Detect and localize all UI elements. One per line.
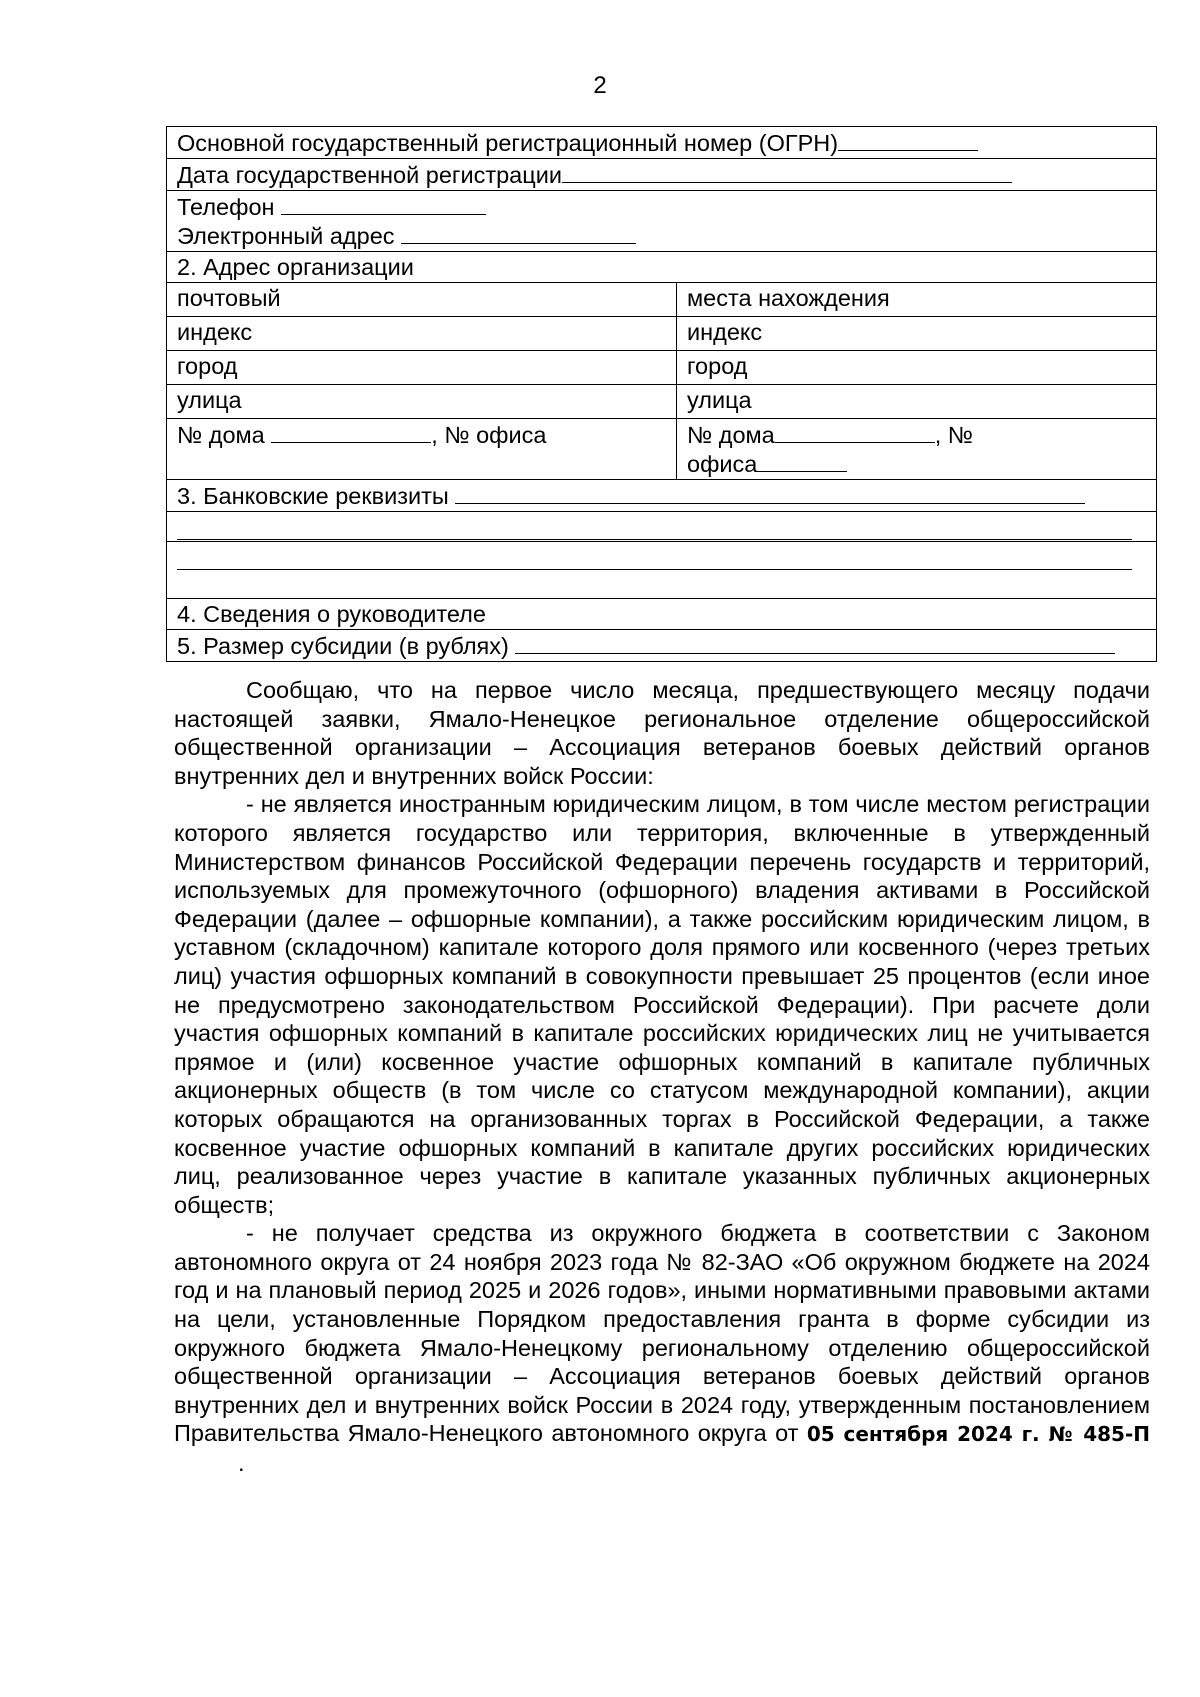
phone-blank[interactable] <box>281 192 486 215</box>
reg-date-row <box>167 159 1157 191</box>
phone-label: Телефон <box>177 194 275 220</box>
head-info-label[interactable]: 4. Сведения о руководителе <box>167 599 1157 630</box>
ogrn-row <box>167 127 1157 159</box>
location-office-prefix: , № <box>934 422 974 448</box>
bank-extra-cell-2[interactable] <box>167 542 1157 599</box>
sentence-end: . <box>238 1450 245 1477</box>
email-blank[interactable] <box>401 221 636 244</box>
bank-extra-line-2[interactable] <box>177 543 1132 570</box>
bank-extra-cell-1[interactable] <box>167 512 1157 542</box>
application-form-table <box>166 126 1157 662</box>
reg-date-blank[interactable] <box>562 160 1012 183</box>
postal-index[interactable]: индекс <box>167 317 677 351</box>
contacts-row <box>167 191 1157 252</box>
house-row <box>167 419 1157 480</box>
address-heading: 2. Адрес организации <box>167 252 1157 283</box>
declaration-budget-text: - не получает средства из окружного бюджета в соответствии с Законом автономного округа от 24 ноября 2023 года № 82-ЗАО «Об окружном бюджете на 2024 год и на плановый период 2025 и 2026 годов», иными нормативными правовыми актами на цели, установленные Порядком предоставления гранта в форме субсидии из окружного бюджета Ямало-Ненецкому региональному отделению общероссийской общественной организации – Ассоциация ветеранов боевых действий органов внутренних дел и внутренних войск России в 2024 году, утвержденным постановлением Правительства Ямало-Ненецкого автономного округа от <box>174 1220 1150 1447</box>
declaration-budget <box>174 1219 1150 1477</box>
postal-house-label: № дома <box>177 422 265 448</box>
location-office-blank[interactable] <box>757 449 847 472</box>
postal-heading: почтовый <box>167 283 677 317</box>
postal-house-cell[interactable] <box>167 419 677 480</box>
contacts-cell[interactable] <box>167 191 1157 252</box>
ogrn-cell[interactable] <box>167 127 1157 159</box>
email-label: Электронный адрес <box>177 223 395 249</box>
decree-reference: 05 сентября 2024 г. № 485-П <box>806 1422 1150 1447</box>
street-row <box>167 385 1157 419</box>
location-city[interactable]: город <box>677 351 1157 385</box>
bank-extra-row-2 <box>167 542 1157 599</box>
bank-cell[interactable] <box>167 480 1157 512</box>
location-house-blank[interactable] <box>775 420 935 443</box>
reg-date-label: Дата государственной регистрации <box>177 162 562 188</box>
reg-date-cell[interactable] <box>167 159 1157 191</box>
location-street[interactable]: улица <box>677 385 1157 419</box>
postal-street[interactable]: улица <box>167 385 677 419</box>
declaration-intro: Сообщаю, что на первое число месяца, предшествующего месяцу подачи настоящей заявки, Ямало-Ненецкое региональное отделение общероссийской общественной организации – Ассоциация ветеранов боевых действий органов внутренних дел и внутренних войск России: <box>174 677 1150 789</box>
location-index[interactable]: индекс <box>677 317 1157 351</box>
bank-blank[interactable] <box>455 481 1085 504</box>
bank-row <box>167 480 1157 512</box>
bank-extra-line-1[interactable] <box>177 513 1132 540</box>
index-row <box>167 317 1157 351</box>
page-number: 2 <box>593 72 607 99</box>
postal-city[interactable]: город <box>167 351 677 385</box>
city-row <box>167 351 1157 385</box>
bank-label: 3. Банковские реквизиты <box>177 483 449 509</box>
location-heading: места нахождения <box>677 283 1157 317</box>
head-row <box>167 599 1157 630</box>
location-house-label: № дома <box>687 422 775 448</box>
ogrn-blank[interactable] <box>838 128 978 151</box>
subsidy-row <box>167 630 1157 662</box>
location-house-cell[interactable] <box>677 419 1157 480</box>
postal-office-label: , № офиса <box>431 422 547 448</box>
postal-house-blank[interactable] <box>271 420 431 443</box>
address-heading-row <box>167 252 1157 283</box>
bank-extra-row-1 <box>167 512 1157 542</box>
ogrn-label: Основной государственный регистрационный номер (ОГРН) <box>177 130 839 156</box>
subsidy-cell[interactable] <box>167 630 1157 662</box>
subsidy-blank[interactable] <box>515 631 1115 654</box>
address-type-row <box>167 283 1157 317</box>
location-office-word: офиса <box>687 451 758 477</box>
declaration-offshore: - не является иностранным юридическим лицом, в том числе местом регистрации которого является государство или территория, включенные в утвержденный Министерством финансов Российской Федерации перечень государств и территорий, используемых для промежуточного (офшорного) владения активами в Российской Федерации (далее – офшорные компании), а также российским юридическим лицом, в уставном (складочном) капитале которого доля прямого или косвенного (через третьих лиц) участия офшорных компаний в совокупности превышает 25 процентов (если иное не предусмотрено законодательством Российской Федерации). При расчете доли участия офшорных компаний в капитале российских юридических лиц не учитывается прямое и (или) косвенное участие офшорных компаний в капитале публичных акционерных обществ (в том числе со статусом международной компании), акции которых обращаются на организованных торгах в Российской Федерации, а также косвенное участие офшорных компаний в капитале других российских юридических лиц, реализованное через участие в капитале указанных публичных акционерных обществ; <box>174 791 1150 1218</box>
declaration-text <box>174 676 1150 1478</box>
subsidy-label: 5. Размер субсидии (в рублях) <box>177 633 509 659</box>
